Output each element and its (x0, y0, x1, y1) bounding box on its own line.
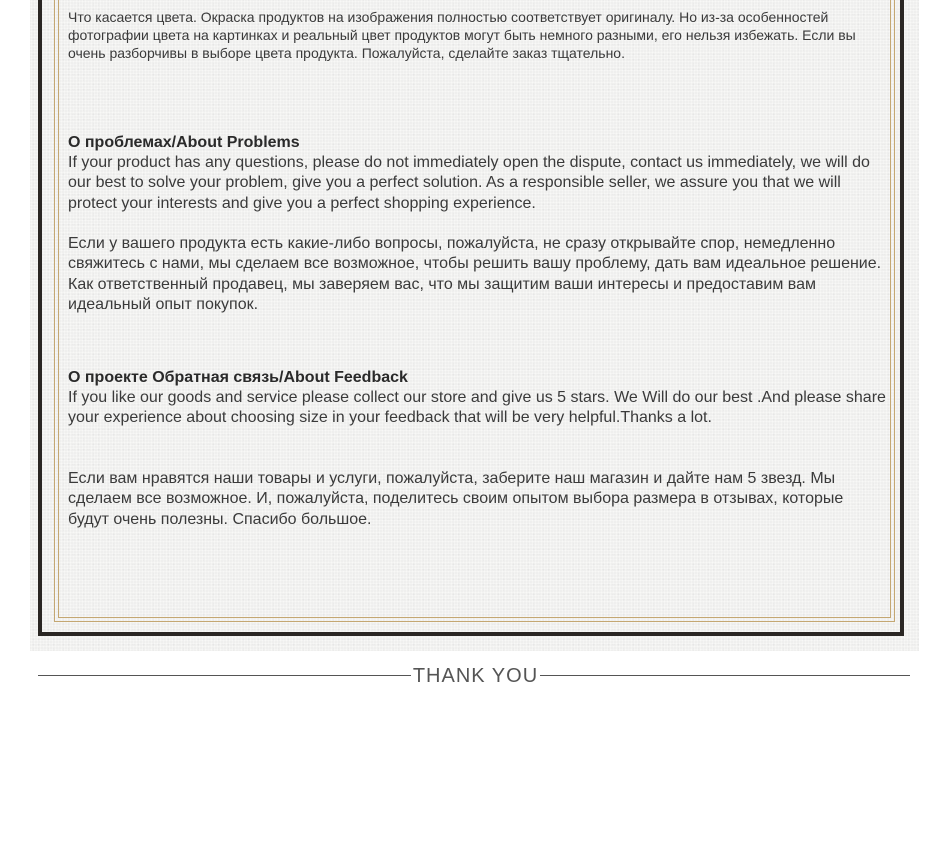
feedback-english-text: If you like our goods and service please collect our store and give us 5 stars. We Will do our best .And please share your experience about choosing size in your feedback that will be very helpful.Thanks a lot. (68, 389, 886, 427)
thank-you-divider (38, 663, 910, 689)
divider-line-right (540, 675, 910, 676)
problems-russian-text: Если у вашего продукта есть какие-либо вопросы, пожалуйста, не сразу открывайте спор, немедленно свяжитесь с нами, мы сделаем все возможное, чтобы решить вашу проблему, дать вам идеальное решение. Как ответственный продавец, мы заверяем вас, что мы защитим ваши интересы и предоставим вам идеальный опыт покупок. (68, 235, 882, 313)
feedback-heading: О проекте Обратная связь/About Feedback (68, 369, 408, 386)
feedback-russian-text: Если вам нравятся наши товары и услуги, пожалуйста, заберите наш магазин и дайте нам 5 звезд. Мы сделаем все возможное. И, пожалуйста, поделитесь своим опытом выбора размера в отзывах, которые будут очень полезны. Спасибо большое. (68, 470, 844, 528)
thank-you-label: THANK YOU (412, 665, 539, 687)
problems-english-text: If your product has any questions, please do not immediately open the dispute, contact us immediately, we will do our best to solve your problem, give you a perfect solution. As a responsible seller, we assure you that we will protect your interests and give you a perfect shopping experience. (68, 154, 870, 212)
divider-line-left (38, 675, 411, 676)
problems-heading: О проблемах/About Problems (68, 134, 300, 151)
color-note-text: Что касается цвета. Окраска продуктов на изображения полностью соответствует оригиналу. Но из-за особенностей фотографии цвета на картинках и реальный цвет продуктов могут быть немного разными, его нельзя избежать. Если вы очень разборчивы в выборе цвета продукта. Пожалуйста, сделайте заказ тщательно. (68, 9, 856, 61)
